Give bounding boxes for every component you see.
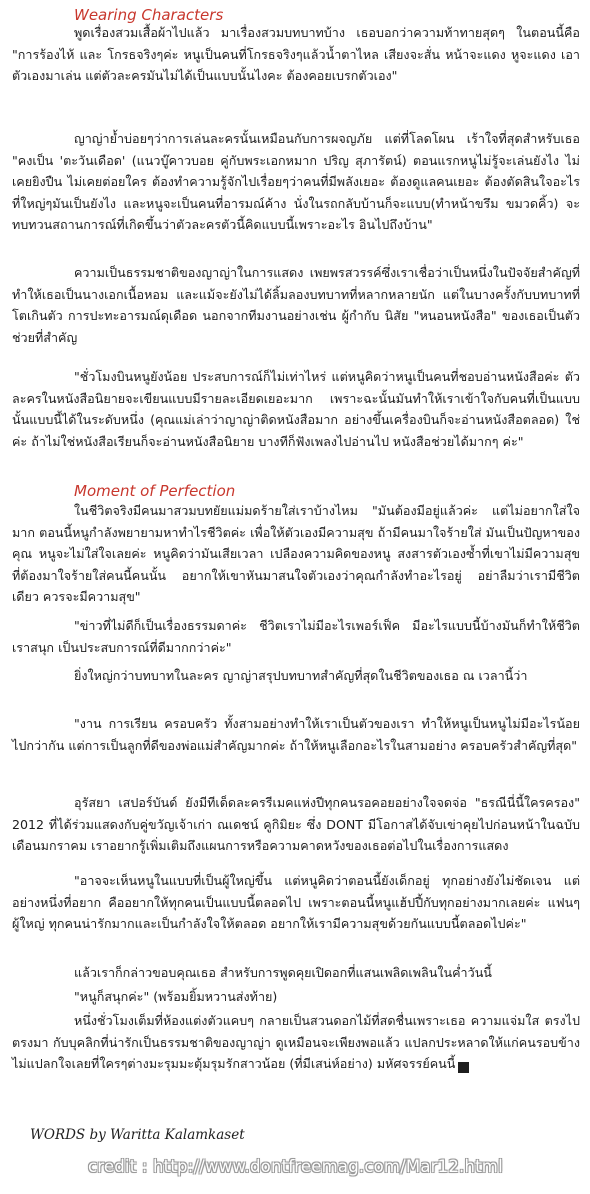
- paragraph: แล้วเราก็กล่าวขอบคุณเธอ สำหรับการพูดคุยเปิดอกที่แสนเพลิดเพลินในค่ำวันนี้: [74, 965, 492, 980]
- paragraph-final-text: หนึ่งชั่วโมงเต็มที่ห้องแต่งตัวแคบๆ กลายเป็นสวนดอกไม้ที่สดชื่นเพราะเธอ ความแจ่มใส ตรงไปตรงมา กับบุคลิกที่น่ารักเป็นธรรมชาติของญาญ่า ดูเหมือนจะเพียงพอแล้ว แปลกประหลาดให้แก่คนรอบข้าง ไม่แปลกใจเลยที่ใครๆต่างมะรุมมะตุ้มรุมรักสาวน้อย (ที่มีเสน่ห์อย่าง) มหัศจรรย์คนนี้: [12, 1013, 580, 1072]
- paragraph: อุรัสยา เสปอร์บันด์ ยังมีทีเด็ดละครรีเมคแห่งปีทุกคนรอคอยอย่างใจจดจ่อ "ธรณีนี่นี้ใครครอง" 2012 ที่ได้ร่วมแสดงกับคู่ขวัญเจ้าเก่า ณเดชน์ คูกิมิยะ ซึ่ง DONT มีโอกาสได้จับเข่าคุยไปก่อนหน้าในฉบับเดือนมกราคม เราอยากรู้เพิ่มเติมถึงแผนการหรือความคาดหวังของเธอต่อไปในเรื่องการแสดง: [12, 795, 580, 854]
- paragraph: พูดเรื่องสวมเสื้อผ้าไปแล้ว มาเรื่องสวมบทบาทบ้าง เธอบอกว่าความท้าทายสุดๆ ในตอนนี้คือ "การร้องไห้ และ โกรธจริงๆค่ะ หนูเป็นคนที่โกรธจริงๆแล้วน้ำตาไหล เสียงจะสั่น หน้าจะแดง หูจะแดง เอาตัวเองมาเล่น แต่ตัวละครมันไม่ได้เป็นแบบนั้นไงคะ ต้องคอยเบรกตัวเอง": [12, 25, 580, 84]
- paragraph: "หนูก็สนุกค่ะ" (พร้อมยิ้มหวานส่งท้าย): [74, 989, 278, 1004]
- section-title-wearing-characters: Wearing Characters: [74, 6, 224, 24]
- paragraph: ความเป็นธรรมชาติของญาญ่าในการแสดง เพยพรสวรรค์ซึ่งเราเชื่อว่าเป็นหนึ่งในปัจจัยสำคัญที่ทำให้เธอเป็นนางเอกเนื้อหอม และแม้จะยังไม่ได้ลิ้มลองบทบาทที่หลากหลายนัก แต่ในบางครั้งกับบทบาทที่โตเกินตัว การปะทะอารมณ์ดุเดือด นอกจากทีมงานอย่างเช่น ผู้กำกับ นิสัย "หนอนหนังสือ" ของเธอเป็นตัวช่วยที่สำคัญ: [12, 265, 580, 345]
- section-title-moment-of-perfection: Moment of Perfection: [74, 482, 236, 500]
- paragraph: "อาจจะเห็นหนูในแบบที่เป็นผู้ใหญ่ขึ้น แต่หนูคิดว่าตอนนี้ยังเด็กอยู่ ทุกอย่างยังไม่ชัดเจน แต่อย่างหนึ่งที่อยาก คืออยากให้ทุกคนเป็นแบบนี้ตลอดไป เพราะตอนนี้หนูแฮ้ปปี้กับทุกอย่างมากเลยค่ะ แฟนๆ ผู้ใหญ่ ทุกคนน่ารักมากและเป็นกำลังใจให้ตลอด อยากให้เรามีความสุขด้วยกันแบบนี้ตลอดไปค่ะ": [12, 873, 580, 932]
- paragraph: "งาน การเรียน ครอบครัว ทั้งสามอย่างทำให้เราเป็นตัวของเรา ทำให้หนูเป็นหนูไม่มีอะไรน้อยไปกว่ากัน แต่การเป็นลูกที่ดีของพ่อแม่สำคัญมากค่ะ ถ้าให้หนูเลือกอะไรในสามอย่าง ครอบครัวสำคัญที่สุด": [12, 716, 580, 753]
- paragraph: ในชีวิตจริงมีคนมาสวมบทยัยแม่มดร้ายใส่เราบ้างไหม "มันต้องมีอยู่แล้วค่ะ แต่ไม่อยากใส่ใจมาก ตอนนี้หนูกำลังพยายามหาทำไรชีวิตค่ะ เพื่อให้ตัวเองมีความสุข ถ้ามีคนมาใจร้ายใส่ มันเป็นปัญหาของคุณ หนูจะไม่ใส่ใจเลยค่ะ หนูคิดว่ามันเสียเวลา เปลืองความคิดของหนู สงสารตัวเองซ้ำที่เขาไม่มีความสุข ที่ต้องมาใจร้ายใส่คนนี้คนนั้น อยากให้เขาหันมาสนใจตัวเองว่าคุณกำลังทำอะไรอยู่ อย่าลืมว่าเรามีชีวิตเดียว ควรจะมีความสุข": [12, 503, 580, 605]
- credit-line: credit : http://www.dontfreemag.com/Mar12.html: [88, 1157, 503, 1176]
- paragraph: "ข่าวที่ไม่ดีก็เป็นเรื่องธรรมดาค่ะ ชีวิตเราไม่มีอะไรเพอร์เฟ็ค มีอะไรแบบนี้บ้างมันก็ทำให้ชีวิตเราสนุก เป็นประสบการณ์ที่ดีมากกว่าค่ะ": [12, 618, 580, 655]
- paragraph: ญาญ่าย้ำบ่อยๆว่าการเล่นละครนั้นเหมือนกับการผจญภัย แต่ที่โลดโผน เร้าใจที่สุดสำหรับเธอ "คงเป็น 'ตะวันเดือด' (แนวบู๊คาวบอย คู่กับพระเอกหมาก ปริญ สุภารัตน์) ตอนแรกหนูไม่รู้จะเล่นยังไง ไม่เคยยิงปืน ไม่เคยต่อยใคร ต้องทำความรู้จักไปเรื่อยๆว่าคนที่มีพลังเยอะ ต้องดูแลคนเยอะ ต้องตัดสินใจอะไรที่ใหญ่ๆมันเป็นยังไง และหนูจะเป็นคนที่อารมณ์ค้าง นั่งในรถกลับบ้านก็จะแบบ(ทำหน้าขรึม ขมวดคิ้ว) จะทบทวนสถานการณ์ที่เกิดขึ้นว่าตัวละครตัวนี้คิดแบบนี้เพราะอะไร อินไปถึงบ้าน": [12, 131, 580, 233]
- paragraph: "ชั่วโมงบินหนูยังน้อย ประสบการณ์ก็ไม่เท่าไหร่ แต่หนูคิดว่าหนูเป็นคนที่ชอบอ่านหนังสือค่ะ ตัวละครในหนังสือนิยายจะเขียนแบบมีรายละเอียดเยอะมาก เพราะฉะนั้นมันทำให้เราเข้าใจกับคนที่เป็นแบบนั้นแบบนี้ได้ในระดับหนึ่ง (คุณแม่เล่าว่าญาญ่าติดหนังสือมาก อย่างขึ้นเครื่องบินก็จะอ่านหนังสือตลอด) ใช่ค่ะ ถ้าไม่ใช่หนังสือเรียนก็จะอ่านหนังสือนิยาย บางทีก็ฟังเพลงไปอ่านไป หนังสือช่วยได้มากๆ ค่ะ": [12, 369, 580, 449]
- paragraph: ยิ่งใหญ่กว่าบทบาทในละคร ญาญ่าสรุปบทบาทสำคัญที่สุดในชีวิตของเธอ ณ เวลานี้ว่า: [74, 668, 528, 683]
- end-mark-icon: D: [458, 1062, 469, 1073]
- paragraph-final: [12, 1010, 580, 1075]
- byline: WORDS by Waritta Kalamkaset: [30, 1127, 245, 1143]
